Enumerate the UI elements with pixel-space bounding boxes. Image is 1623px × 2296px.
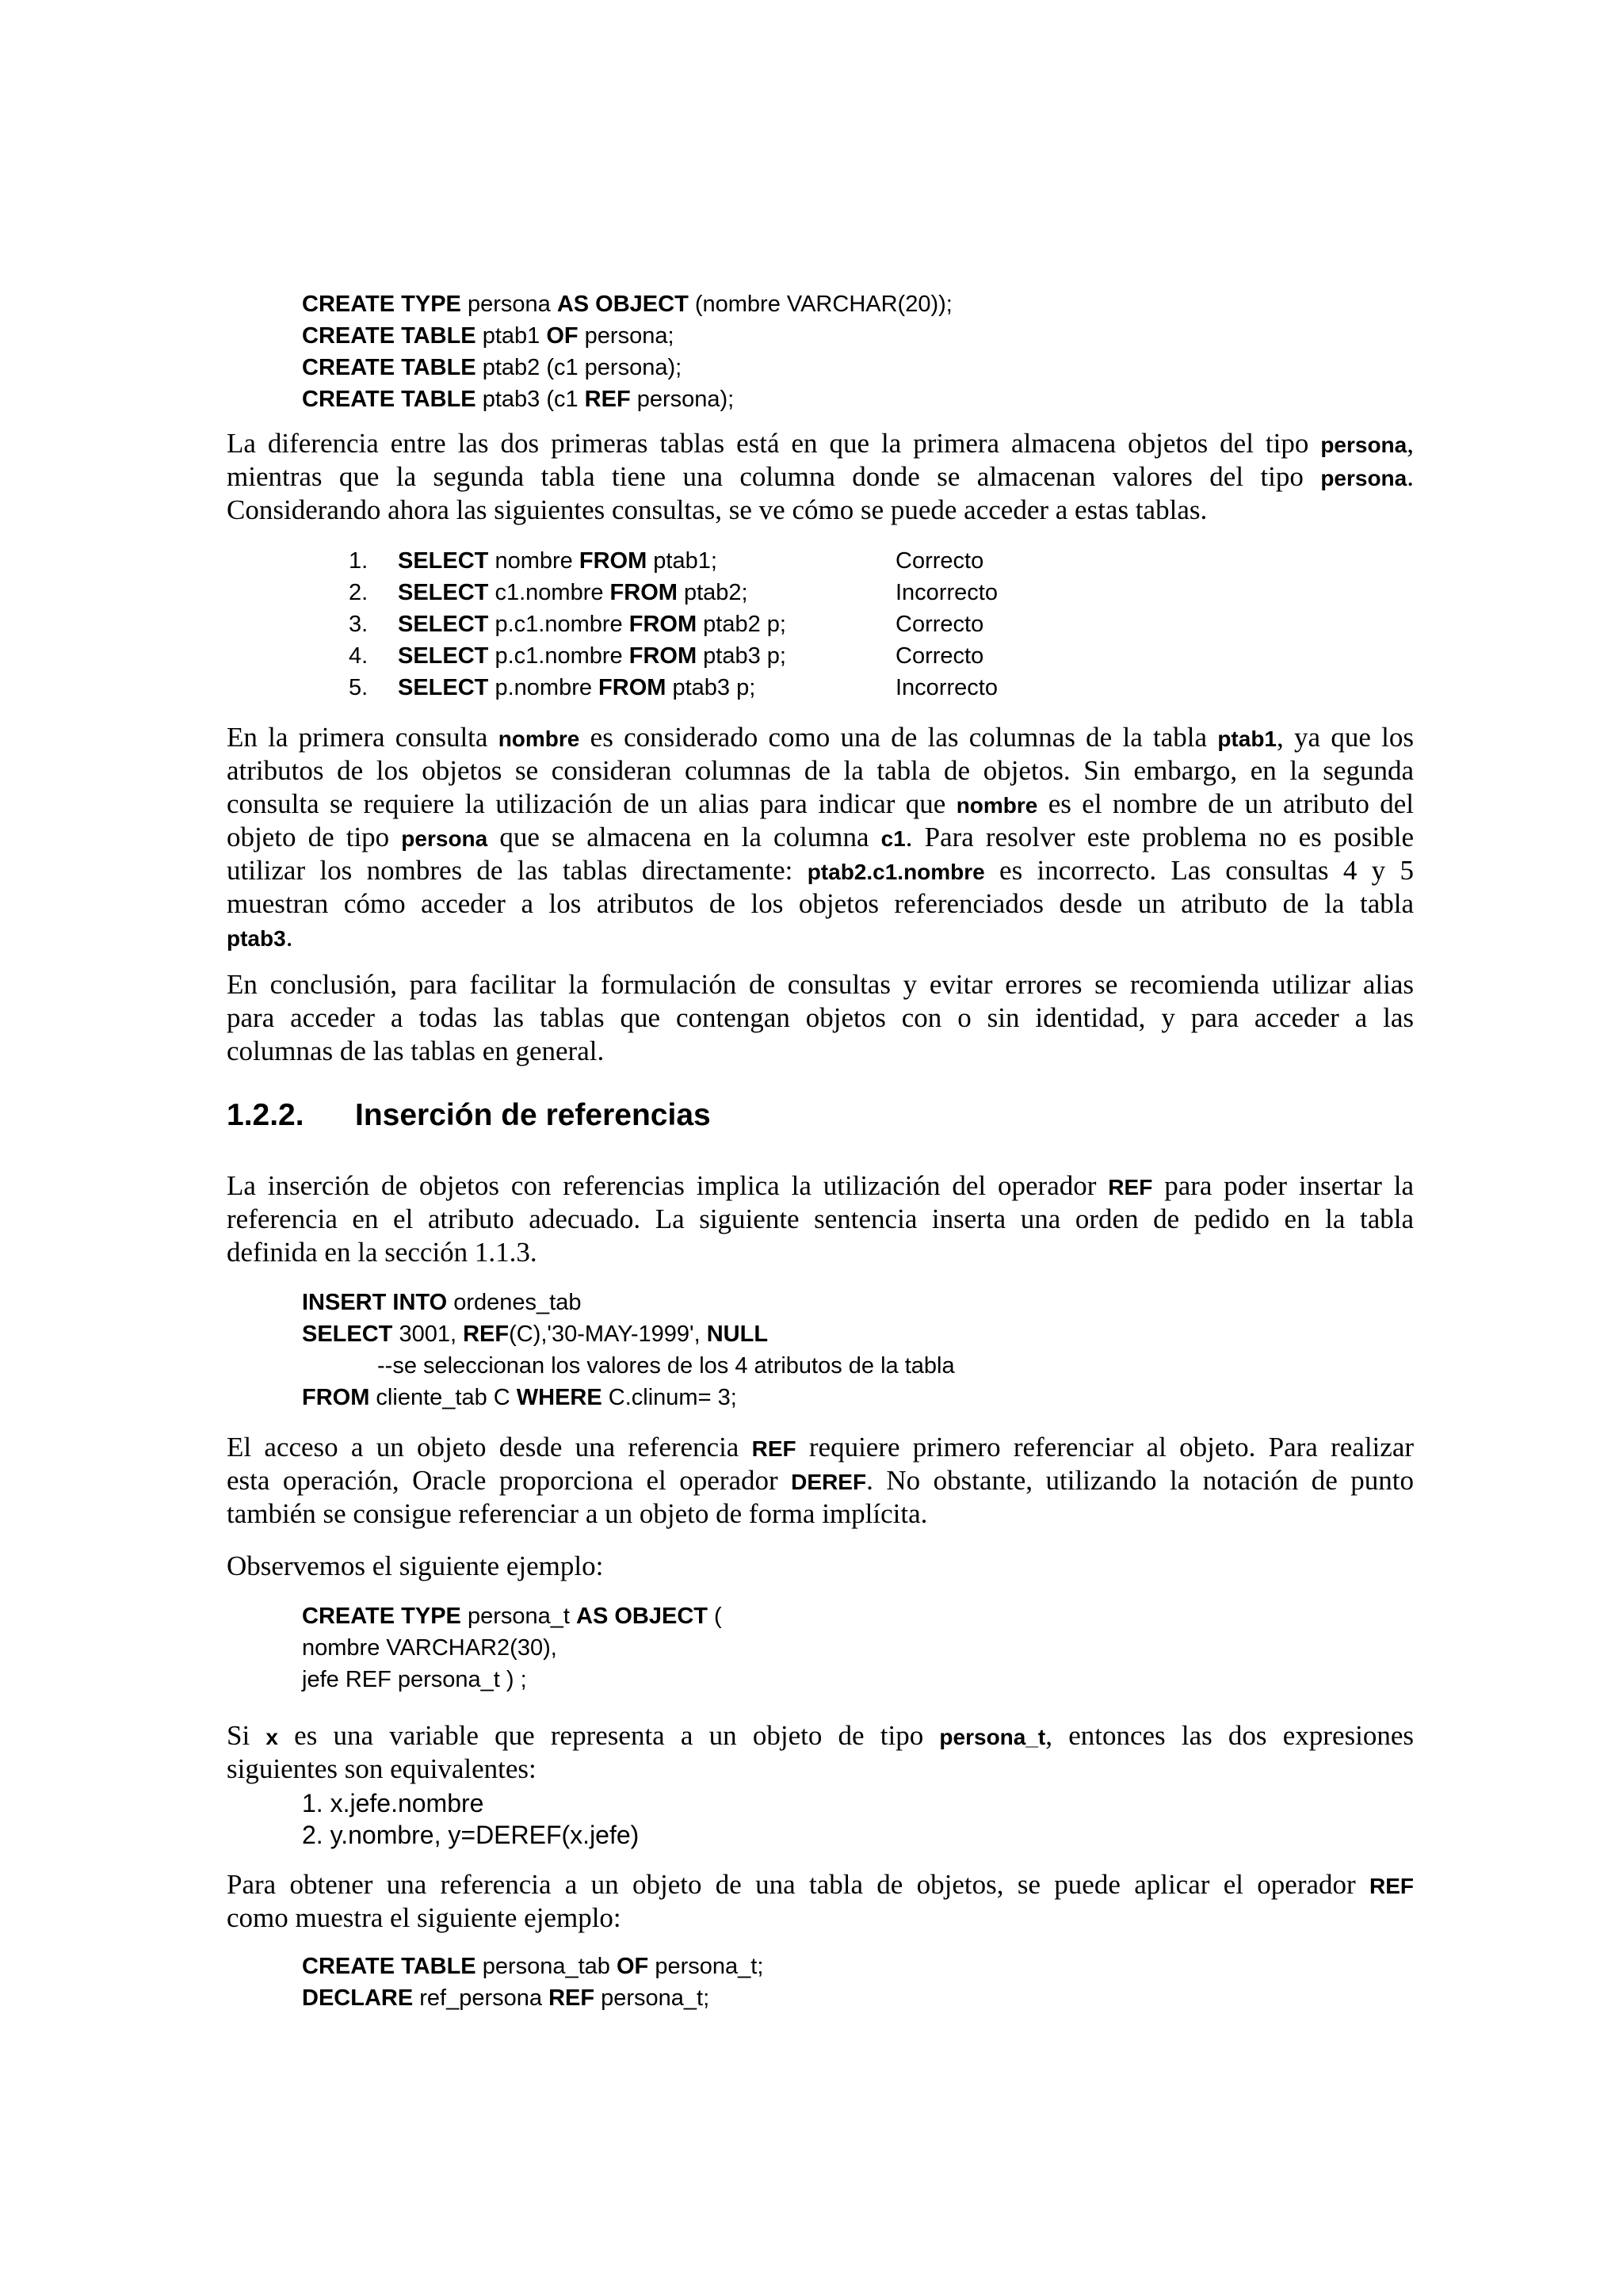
text-run: El acceso a un objeto desde una referencia: [227, 1432, 752, 1463]
text-line: [227, 887, 1414, 921]
text-run: es una variable que representa a un objeto de tipo: [277, 1720, 940, 1751]
text-run: , ya que los: [1277, 722, 1414, 753]
text-run: La inserción de objetos con referencias implica la utilización del operador: [227, 1170, 1109, 1201]
keyword: SELECT: [398, 675, 489, 700]
text-line: [302, 1600, 722, 1632]
text-run: (C),'30-MAY-1999',: [509, 1322, 707, 1347]
query-number: 4.: [349, 643, 369, 669]
query-result: Incorrecto: [896, 675, 998, 700]
keyword: REF: [584, 387, 631, 412]
text-run: ptab2;: [677, 580, 748, 605]
text-run: p.c1.nombre: [488, 643, 629, 669]
inline-code-term: x: [265, 1725, 278, 1749]
text-run: esta operación, Oracle proporciona el operador: [227, 1465, 792, 1496]
text-line: [227, 721, 1414, 754]
query-number: 3.: [349, 612, 369, 637]
text-run: p.c1.nombre: [488, 612, 629, 637]
keyword: SELECT: [398, 548, 489, 574]
text-line: [302, 1664, 722, 1695]
keyword: FROM: [598, 675, 666, 700]
text-run: atributos de los objetos se consideran columnas de la tabla de objetos. Sin embargo, en la segunda: [227, 755, 1414, 786]
text-run: Considerando ahora las siguientes consultas, se ve cómo se puede acceder a estas tablas.: [227, 494, 1208, 525]
query-result: Correcto: [896, 548, 984, 574]
text-run: persona_tab: [475, 1954, 617, 1979]
keyword: CREATE TABLE: [302, 1954, 476, 1979]
code-comment: --se seleccionan los valores de los 4 atributos de la tabla: [377, 1353, 955, 1379]
query-number: 5.: [349, 675, 369, 700]
query-number: 2.: [349, 580, 369, 605]
text-run: Si: [227, 1720, 266, 1751]
text-line: [302, 1382, 955, 1413]
text-run: . Para resolver este problema no es posible: [905, 822, 1415, 852]
text-run: Observemos el siguiente ejemplo:: [227, 1550, 604, 1581]
text-run: es considerado como una de las columnas de la tabla: [579, 722, 1218, 753]
text-line: [302, 1318, 955, 1350]
text-run: ptab3 (c1: [475, 387, 585, 412]
inline-code-term: nombre: [498, 727, 580, 751]
text-run: persona_t: [460, 1604, 576, 1629]
text-run: ref_persona: [413, 1985, 549, 2011]
text-run: . No obstante, utilizando la notación de punto: [866, 1465, 1415, 1496]
text-run: es incorrecto. Las consultas 4 y 5: [984, 855, 1414, 886]
text-line: [227, 427, 1414, 460]
expression-item: 1. x.jefe.nombre: [302, 1789, 484, 1817]
keyword: FROM: [628, 612, 697, 637]
query-statement: [398, 548, 717, 574]
text-run: ordenes_tab: [447, 1290, 582, 1315]
code-block-create-persona: [302, 288, 953, 415]
text-run: ptab3 p;: [666, 675, 756, 700]
keyword: OF: [546, 323, 579, 349]
keyword: CREATE TYPE: [302, 292, 461, 317]
paragraph-obtener-referencia: [227, 1868, 1414, 1935]
keyword: SELECT: [302, 1322, 393, 1347]
text-run: cliente_tab C: [369, 1385, 517, 1410]
text-run: C.clinum= 3;: [601, 1385, 737, 1410]
text-run: consulta se requiere la utilización de un alias para indicar que: [227, 788, 957, 819]
text-run: La diferencia entre las dos primeras tablas está en que la primera almacena objetos del tipo: [227, 428, 1321, 459]
text-run: para acceder a todas las tablas que contengan objetos con o sin identidad, y para acceder a las: [227, 1002, 1414, 1033]
code-block-insert: [302, 1287, 955, 1413]
equivalent-expressions: [302, 1787, 639, 1851]
paragraph-variable-x: [227, 1719, 1414, 1786]
keyword: CREATE TYPE: [302, 1604, 461, 1629]
text-line: [227, 1203, 1414, 1236]
text-run: persona: [460, 292, 557, 317]
keyword: AS OBJECT: [576, 1604, 708, 1629]
text-line: [227, 968, 1414, 1001]
text-line: [302, 352, 953, 383]
text-run: persona_t;: [594, 1985, 710, 2011]
query-statement: [398, 580, 748, 606]
keyword: CREATE TABLE: [302, 387, 476, 412]
text-line: [227, 494, 1414, 527]
keyword: AS OBJECT: [556, 292, 689, 317]
text-line: [227, 1550, 1414, 1583]
text-run: columnas de las tablas en general.: [227, 1035, 605, 1066]
code-block-persona-tab: [302, 1951, 763, 2014]
text-run: que se almacena en la columna: [487, 822, 881, 852]
text-run: referencia en el atributo adecuado. La siguiente sentencia inserta una orden de pedido en la tabla: [227, 1203, 1414, 1234]
text-run: 3001,: [392, 1322, 464, 1347]
text-run: siguientes son equivalentes:: [227, 1753, 537, 1784]
inline-code-term: DEREF: [791, 1470, 867, 1494]
text-run: c1.nombre: [488, 580, 610, 605]
keyword: SELECT: [398, 580, 489, 605]
text-run: ptab3 p;: [697, 643, 786, 669]
text-line: [302, 1982, 763, 2014]
text-run: .: [285, 921, 293, 952]
text-run: , entonces las dos expresiones: [1045, 1720, 1414, 1751]
keyword: FROM: [302, 1385, 370, 1410]
text-line: [227, 754, 1414, 788]
text-run: mientras que la segunda tabla tiene una columna donde se almacenan valores del tipo: [227, 461, 1321, 492]
inline-code-term: ptab1: [1217, 727, 1277, 751]
text-line: [302, 1951, 763, 1982]
inline-code-term: REF: [751, 1436, 796, 1461]
text-run: es el nombre de un atributo del: [1037, 788, 1415, 819]
text-line: [227, 788, 1414, 821]
text-run: como muestra el siguiente ejemplo:: [227, 1902, 621, 1933]
inline-code-term: ptab2.c1.nombre: [807, 860, 985, 884]
paragraph-primera-consulta: [227, 721, 1414, 954]
text-run: (: [707, 1604, 722, 1629]
section-title: Inserción de referencias: [355, 1098, 711, 1132]
text-run: persona_t;: [648, 1954, 764, 1979]
text-line: [302, 383, 953, 415]
paragraph-diferencia-tablas: [227, 427, 1414, 527]
text-line: [227, 1169, 1414, 1203]
text-line: [302, 320, 953, 352]
text-run: En conclusión, para facilitar la formulación de consultas y evitar errores se recomienda utilizar alias: [227, 969, 1414, 1000]
keyword: FROM: [579, 548, 647, 574]
keyword: REF: [463, 1322, 510, 1347]
text-line: [227, 1236, 1414, 1269]
text-run: para poder insertar la: [1152, 1170, 1414, 1201]
inline-code-term: REF: [1369, 1874, 1414, 1898]
text-line: [227, 1753, 1414, 1786]
query-statement: [398, 675, 755, 701]
keyword: CREATE TABLE: [302, 355, 476, 380]
text-line: [227, 821, 1414, 854]
text-run: persona);: [630, 387, 735, 412]
keyword: CREATE TABLE: [302, 323, 476, 349]
text-line: [227, 1464, 1414, 1497]
paragraph-conclusion: [227, 968, 1414, 1068]
text-run: ,: [1407, 428, 1414, 459]
text-line: [302, 1632, 722, 1664]
keyword: REF: [548, 1985, 595, 2011]
query-statement: [398, 643, 786, 669]
text-line: [227, 460, 1414, 494]
text-run: ptab1: [475, 323, 547, 349]
text-line: [227, 1431, 1414, 1464]
text-line: [302, 288, 953, 320]
paragraph-acceso-ref: [227, 1431, 1414, 1531]
text-line: [227, 1868, 1414, 1901]
section-heading: [227, 1098, 711, 1133]
text-run: .: [1407, 461, 1414, 492]
inline-code-term: REF: [1108, 1175, 1153, 1199]
text-run: jefe REF persona_t ) ;: [302, 1667, 527, 1692]
inline-code-term: persona: [401, 826, 488, 851]
section-number: 1.2.2.: [227, 1098, 304, 1132]
text-run: requiere primero referenciar al objeto. Para realizar: [796, 1432, 1415, 1463]
text-run: definida en la sección 1.1.3.: [227, 1237, 537, 1268]
text-line: [227, 1497, 1414, 1531]
keyword: WHERE: [516, 1385, 602, 1410]
text-run: también se consigue referenciar a un objeto de forma implícita.: [227, 1498, 928, 1529]
text-run: ptab2 p;: [697, 612, 786, 637]
keyword: DECLARE: [302, 1985, 414, 2011]
keyword: SELECT: [398, 612, 489, 637]
query-statement: [398, 612, 786, 638]
text-run: nombre: [488, 548, 579, 574]
inline-code-term: persona: [1320, 433, 1407, 457]
text-line: [227, 1035, 1414, 1068]
code-block-persona-t: [302, 1600, 722, 1695]
keyword: SELECT: [398, 643, 489, 669]
inline-code-term: persona: [1320, 466, 1407, 490]
keyword: OF: [617, 1954, 649, 1979]
inline-code-term: nombre: [956, 793, 1038, 818]
query-number: 1.: [349, 548, 369, 574]
text-line: [227, 1719, 1414, 1753]
inline-code-term: ptab3: [227, 926, 286, 951]
text-line: [227, 1001, 1414, 1035]
text-line: [302, 1350, 955, 1382]
query-result: Correcto: [896, 612, 984, 637]
text-run: p.nombre: [488, 675, 599, 700]
expression-item: 2. y.nombre, y=DEREF(x.jefe): [302, 1821, 640, 1849]
inline-code-term: persona_t: [939, 1725, 1046, 1749]
text-run: ptab1;: [647, 548, 717, 574]
keyword: FROM: [628, 643, 697, 669]
text-run: Para obtener una referencia a un objeto de una tabla de objetos, se puede aplicar el operador: [227, 1869, 1369, 1900]
text-run: nombre VARCHAR2(30),: [302, 1635, 557, 1661]
text-run: objeto de tipo: [227, 822, 402, 852]
text-run: (nombre VARCHAR(20));: [688, 292, 953, 317]
text-run: muestran cómo acceder a los atributos de los objetos referenciados desde un atributo de la tabla: [227, 888, 1414, 919]
inline-code-term: c1: [880, 826, 906, 851]
query-result: Incorrecto: [896, 580, 998, 605]
text-line: [227, 854, 1414, 887]
query-result: Correcto: [896, 643, 984, 669]
text-line: [227, 921, 1414, 954]
text-run: utilizar los nombres de las tablas directamente:: [227, 855, 808, 886]
keyword: FROM: [609, 580, 678, 605]
paragraph-insercion: [227, 1169, 1414, 1269]
text-line: [302, 1287, 955, 1318]
paragraph-observemos: [227, 1550, 1414, 1583]
text-run: ptab2 (c1 persona);: [475, 355, 682, 380]
text-run: persona;: [578, 323, 674, 349]
text-run: En la primera consulta: [227, 722, 498, 753]
keyword: INSERT INTO: [302, 1290, 448, 1315]
keyword: NULL: [706, 1322, 769, 1347]
text-line: [227, 1901, 1414, 1935]
